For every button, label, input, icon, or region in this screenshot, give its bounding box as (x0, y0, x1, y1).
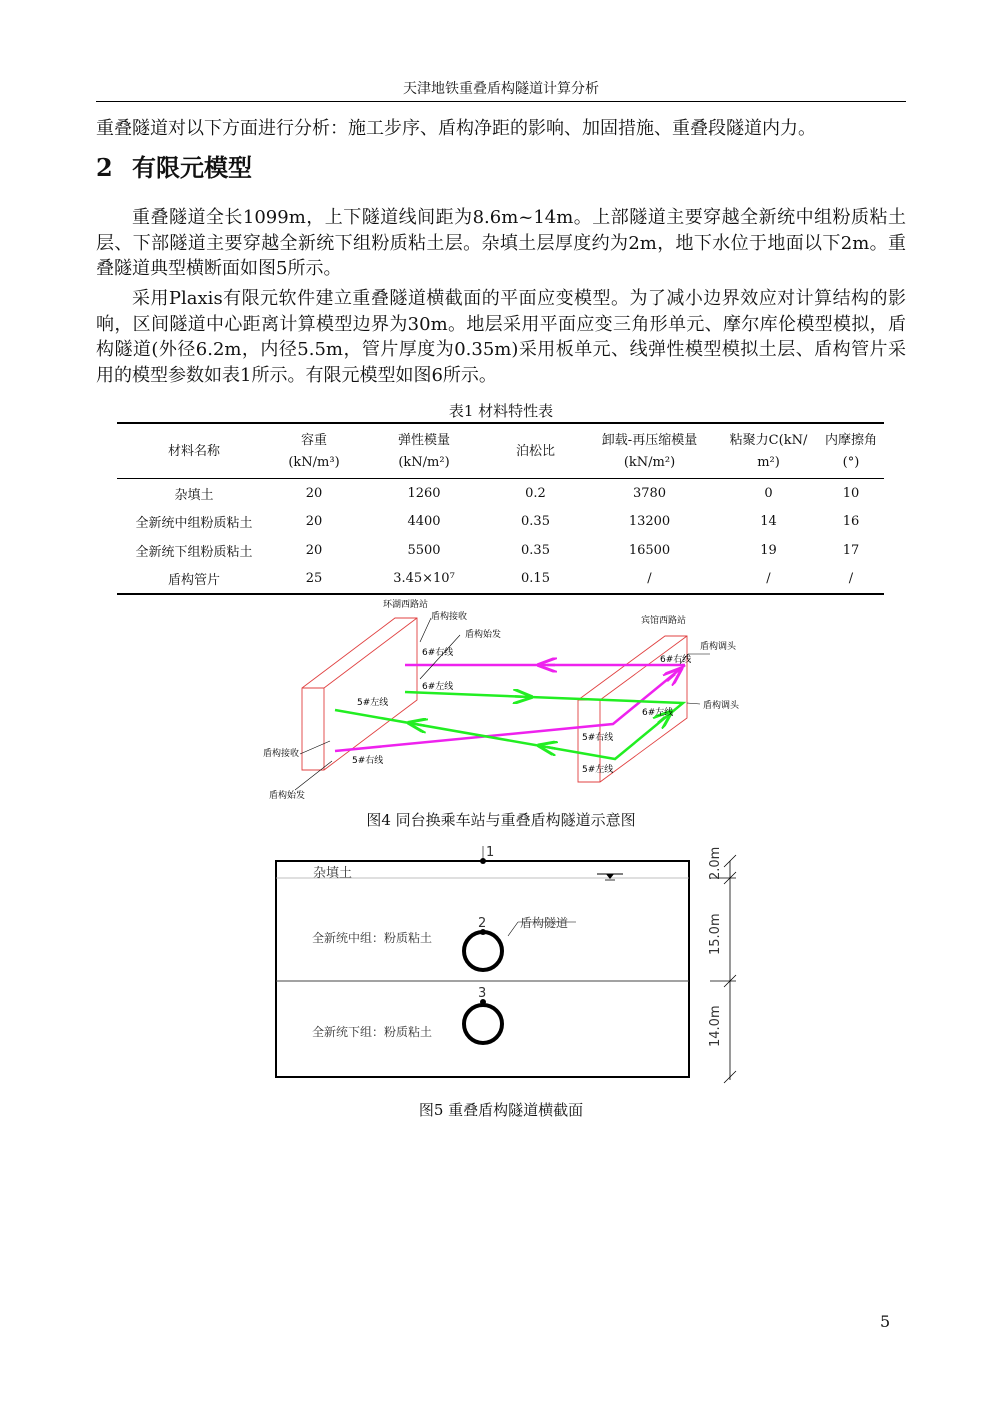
start-bottom-label: 盾构始发 (269, 791, 306, 801)
dimension-line (710, 855, 736, 1083)
table-cell: 全新统中组粉质粘土 (135, 516, 253, 532)
line6-right-label-a: 6#右线 (422, 648, 454, 658)
running-header: 天津地铁重叠盾构隧道计算分析 (403, 81, 599, 97)
table-cell: 杂填土 (174, 487, 214, 503)
table-cell: 19 (760, 542, 777, 558)
table-cell: 0.35 (521, 542, 550, 558)
station-left-label: 环湖西路站 (383, 600, 429, 610)
table-cell: 0 (764, 485, 773, 501)
table-row (117, 479, 884, 508)
left-station-box (302, 618, 417, 770)
turn-label-2: 盾构调头 (703, 701, 740, 711)
table-caption: 表1 材料特性表 (448, 402, 554, 420)
water-table-symbol (597, 874, 623, 880)
lower-layer-label: 全新统下组：粉质粘土 (312, 1025, 433, 1039)
dim-label-3: 14.0m (708, 1005, 723, 1047)
line5-left-label-b: 5#左线 (582, 765, 614, 775)
dim-label-2: 15.0m (708, 913, 723, 955)
middle-layer-label: 全新统中组：粉质粘土 (312, 931, 433, 945)
paragraph-2: 采用Plaxis有限元软件建立重叠隧道横截面的平面应变模型。为了减小边界效应对计算结构的影响，区间隧道中心距离计算模型边界为30m。地层采用平面应变三角形单元、摩尔库伦模型模拟，盾构隧道(外径6.2m，内径5.5m，管片厚度为0.35m)采用板单元、线弹性模型模拟土层、盾构管片采用的模型参数如表1所示。有限元模型如图6所示。 (96, 288, 906, 386)
col-header-poisson: 泊松比 (515, 444, 555, 459)
start-top-label: 盾构始发 (465, 630, 502, 640)
table-header-row (117, 423, 884, 479)
lower-tunnel-ring (464, 1005, 502, 1043)
table-row (117, 508, 884, 537)
table-cell: 20 (305, 542, 323, 558)
table-cell: / (766, 571, 771, 587)
table-row (117, 536, 884, 565)
table-cell: / (647, 571, 652, 587)
line6-right-label-b: 6#右线 (660, 655, 692, 665)
upper-tunnel-ring (464, 932, 502, 970)
table-cell: 20 (305, 514, 323, 530)
table-cell: 14 (760, 514, 777, 530)
magenta-route (335, 665, 685, 751)
line6-left-label-a: 6#左线 (422, 682, 454, 692)
tunnel-label: 盾构隧道 (520, 916, 569, 930)
table-cell: 20 (305, 485, 323, 501)
station-right-label: 宾馆西路站 (641, 616, 687, 626)
section-heading (96, 148, 252, 183)
intro-line: 重叠隧道对以下方面进行分析：施工步序、盾构净距的影响、加固措施、重叠段隧道内力。 (96, 118, 816, 139)
table-cell: 盾构管片 (167, 573, 220, 589)
turn-label-1: 盾构调头 (700, 642, 737, 652)
table-cell: 0.35 (521, 514, 550, 530)
point-3-label: 3 (478, 986, 487, 1001)
col-header-friction-angle: 内摩擦角 (°) (824, 433, 877, 470)
material-table (117, 422, 884, 595)
col-header-unit-weight: 容重 (kN/m³) (288, 433, 340, 470)
table-cell: 4400 (407, 514, 441, 530)
col-header-unload-modulus: 卸载-再压缩模量 (kN/m²) (601, 433, 698, 470)
point-2-label: 2 (478, 916, 487, 931)
table-cell: 16 (842, 514, 860, 530)
table-cell: 3.45×10⁷ (393, 571, 455, 587)
col-header-cohesion: 粘聚力C(kN/ m²) (729, 433, 808, 470)
col-header-name: 材料名称 (167, 444, 220, 459)
table-cell: 全新统下组粉质粘土 (135, 544, 253, 560)
page-number: 5 (880, 1312, 891, 1331)
header-rule (96, 101, 906, 102)
figure-5-diagram (270, 840, 750, 1090)
table-cell: 0.2 (525, 485, 546, 501)
table-cell: 5500 (407, 542, 441, 558)
section-number: 2 (96, 153, 113, 182)
line5-right-label-b: 5#右线 (582, 733, 614, 743)
table-row (117, 565, 884, 595)
figure-5-caption: 图5 重叠盾构隧道横截面 (418, 1101, 584, 1119)
table-cell: 17 (842, 542, 860, 558)
line5-right-label-a: 5#右线 (352, 756, 384, 766)
table-cell: 3780 (632, 485, 667, 501)
figure-4-diagram (255, 596, 755, 811)
table-cell: 0.15 (521, 571, 550, 587)
table-cell: 1260 (407, 485, 441, 501)
fill-label: 杂填土 (313, 866, 353, 881)
section-title: 有限元模型 (132, 153, 252, 182)
point-1-label: 1 (486, 845, 495, 860)
col-header-elastic-modulus: 弹性模量 (kN/m²) (397, 433, 450, 470)
line6-left-label-b: 6#左线 (642, 708, 674, 718)
table-cell: 13200 (628, 514, 671, 530)
table-cell: 10 (842, 485, 860, 501)
receive-left-label: 盾构接收 (263, 749, 300, 759)
table-cell: 16500 (628, 542, 671, 558)
table-cell: / (848, 571, 854, 587)
dim-label-1: 2.0m (708, 846, 723, 880)
receive-top-label: 盾构接收 (431, 612, 468, 622)
figure-4-caption: 图4 同台换乘车站与重叠盾构隧道示意图 (366, 811, 636, 829)
table-cell: 25 (305, 571, 323, 587)
line5-left-label-a: 5#左线 (357, 698, 389, 708)
paragraph-1: 重叠隧道全长1099m，上下隧道线间距为8.6m~14m。上部隧道主要穿越全新统中组粉质粘土层、下部隧道主要穿越全新统下组粉质粘土层。杂填土层厚度约为2m，地下水位于地面以下2m。重叠隧道典型横断面如图5所示。 (96, 207, 906, 279)
